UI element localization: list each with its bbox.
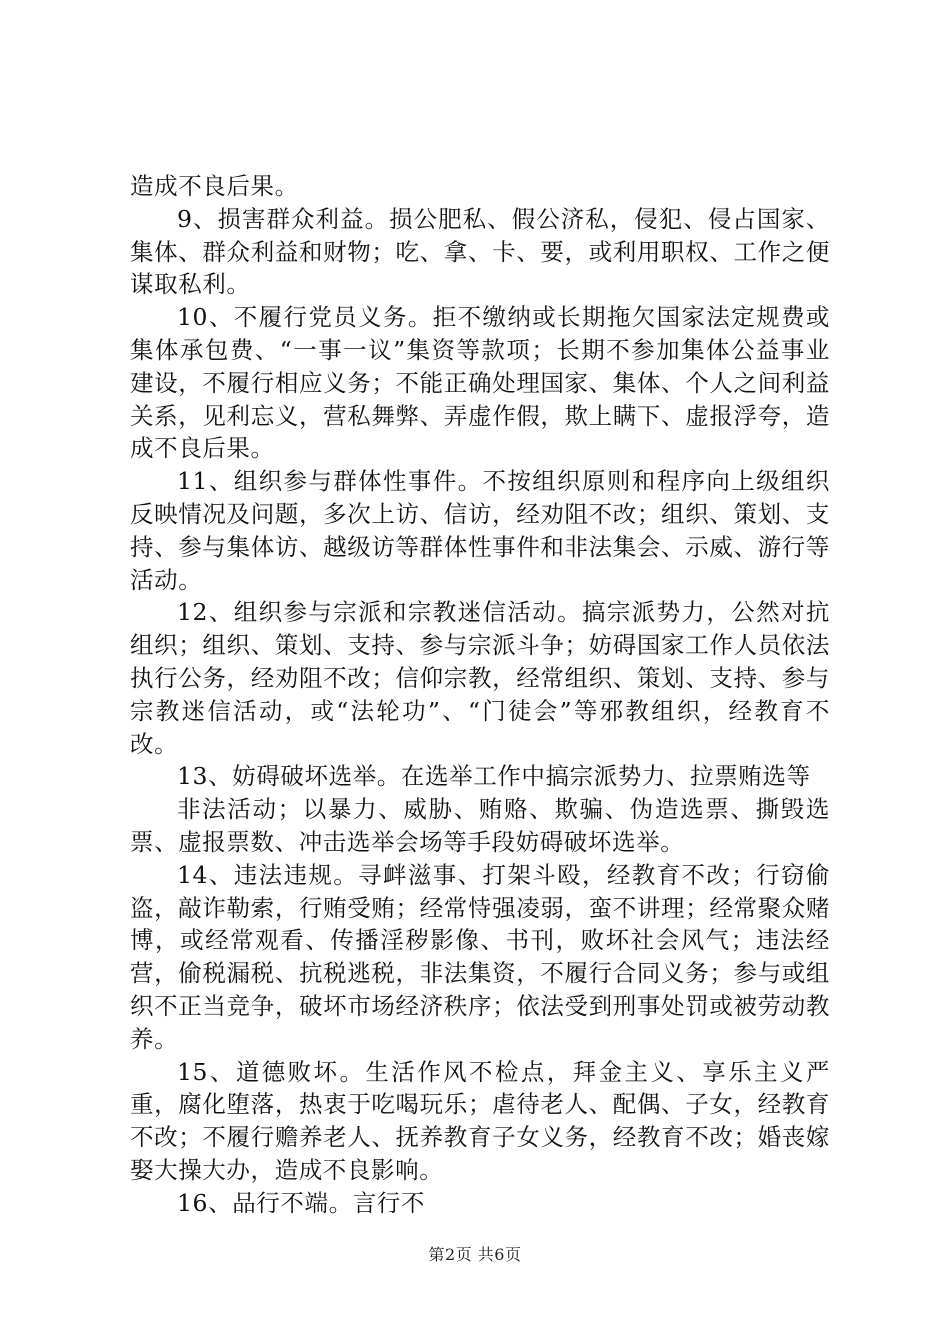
paragraph-3: 10、不履行党员义务。拒不缴纳或长期拖欠国家法定规费或集体承包费、“一事一议”集资等款项；长期不参加集体公益事业建设，不履行相应义务；不能正确处理国家、集体、个人之间利益关系，见利忘义，营私舞弊、弄虚作假，欺上瞒下、虚报浮夸，造成不良后果。 bbox=[130, 303, 830, 463]
paragraph-10: 16、品行不端。言行不 bbox=[177, 1188, 426, 1217]
paragraph-1: 造成不良后果。 bbox=[130, 172, 299, 200]
paragraph-4: 11、组织参与群体性事件。不按组织原则和程序向上级组织反映情况及问题，多次上访、信访，经劝阻不改；组织、策划、支持、参与集体访、越级访等群体性事件和非法集会、示威、游行等活动。 bbox=[130, 467, 830, 594]
paragraph-6: 13、妨碍破坏选举。在选举工作中搞宗派势力、拉票贿选等 bbox=[177, 762, 811, 791]
paragraph-7: 非法活动；以暴力、威胁、贿赂、欺骗、伪造选票、撕毁选票、虚报票数、冲击选举会场等手段妨碍破坏选举。 bbox=[130, 795, 830, 856]
paragraph-2: 9、损害群众利益。损公肥私、假公济私，侵犯、侵占国家、集体、群众利益和财物；吃、拿、卡、要，或利用职权、工作之便谋取私利。 bbox=[130, 204, 830, 299]
document-body bbox=[130, 170, 830, 1220]
paragraph-9: 15、道德败坏。生活作风不检点，拜金主义、享乐主义严重，腐化堕落，热衷于吃喝玩乐；虐待老人、配偶、子女，经教育不改；不履行赡养老人、抚养教育子女义务，经教育不改；婚丧嫁娶大操大办，造成不良影响。 bbox=[130, 1057, 830, 1184]
paragraph-5: 12、组织参与宗派和宗教迷信活动。搞宗派势力，公然对抗组织；组织、策划、支持、参与宗派斗争；妨碍国家工作人员依法执行公务，经劝阻不改；信仰宗教，经常组织、策划、支持、参与宗教迷信活动，或“法轮功”、“门徒会”等邪教组织，经教育不改。 bbox=[130, 598, 830, 758]
page-footer: 第2页 共6页 bbox=[428, 1245, 522, 1264]
paragraph-8: 14、违法违规。寻衅滋事、打架斗殴，经教育不改；行窃偷盗，敲诈勒索，行贿受贿；经常恃强凌弱，蛮不讲理；经常聚众赌博，或经常观看、传播淫秽影像、书刊，败坏社会风气；违法经营，偷税漏税、抗税逃税，非法集资，不履行合同义务；参与或组织不正当竞争，破坏市场经济秩序；依法受到刑事处罚或被劳动教养。 bbox=[130, 860, 830, 1053]
